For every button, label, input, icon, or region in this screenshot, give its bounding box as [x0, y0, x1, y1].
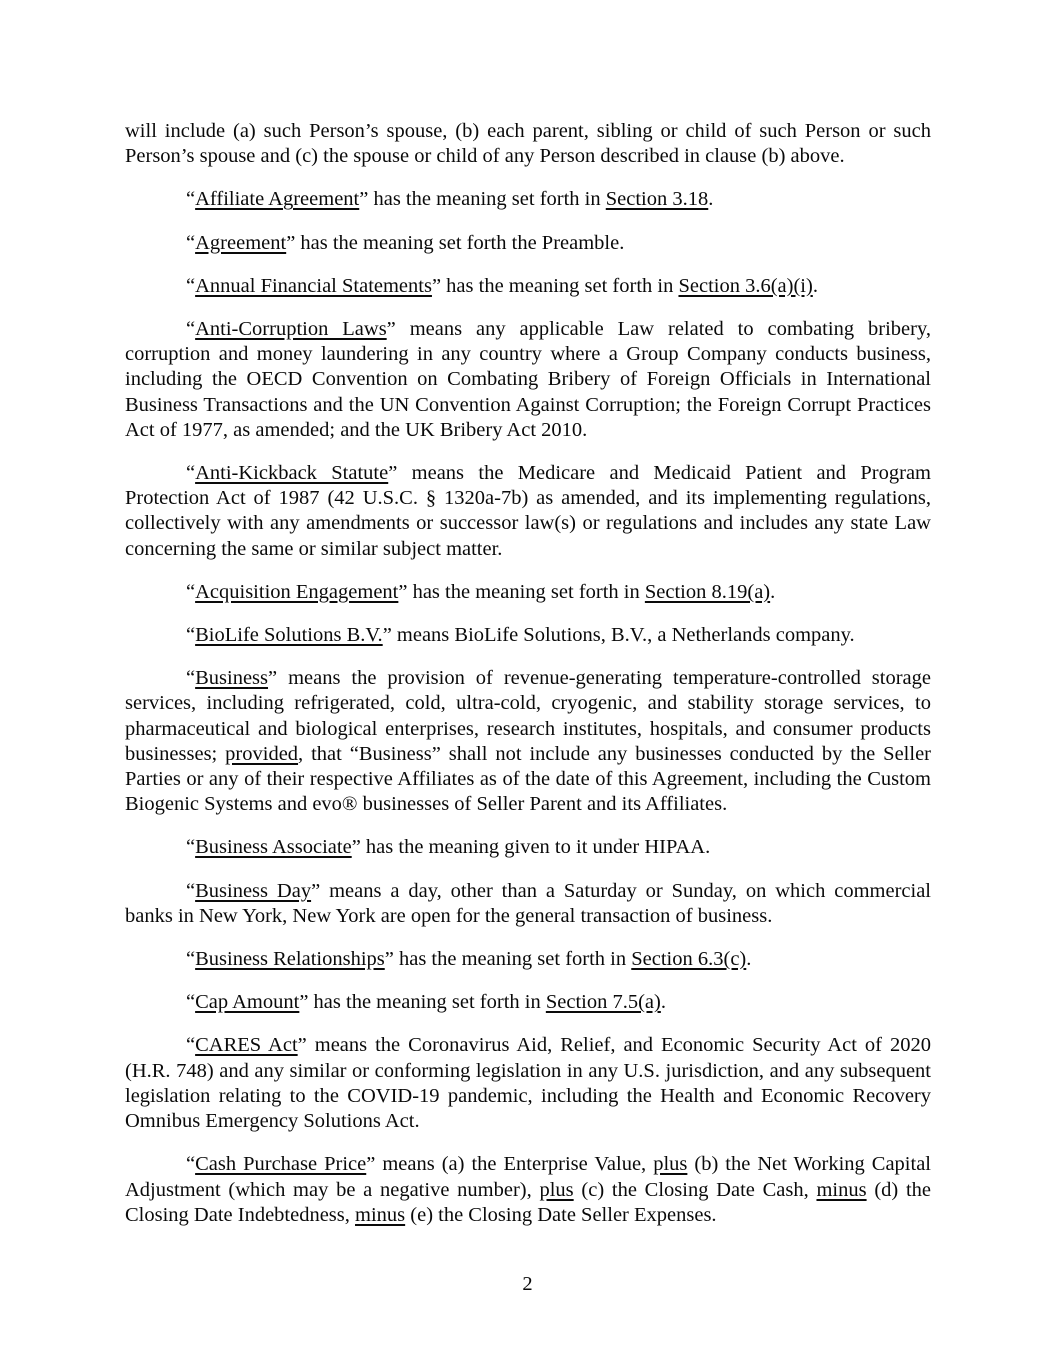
text-run: (e) the Closing Date Seller Expenses. [405, 1203, 717, 1226]
text-run: . [770, 580, 776, 603]
text-run: “ [186, 462, 196, 485]
text-run: . [708, 188, 714, 211]
text-run: ” has the meaning set forth in [299, 991, 546, 1014]
text-run: “ [186, 991, 196, 1014]
paragraph [125, 1152, 931, 1228]
underlined-term: Affiliate Agreement [195, 188, 360, 211]
text-run: ” means any applicable Law related to combating bribery, corruption and money laundering in any country where a Group Company conducts business, including the OECD Convention on Combating Bribery of Foreign Officials in International Business Transactions and the UN Convention Against Corruption; the Foreign Corrupt Practices Act of 1977, as amended; and the UK Bribery Act 2010. [125, 318, 931, 441]
underlined-term: Business Day [195, 879, 312, 902]
text-run: ” has the meaning set forth in [431, 274, 679, 297]
underlined-term: Agreement [195, 231, 287, 254]
paragraph [125, 461, 931, 562]
underlined-term: Business Associate [195, 836, 352, 859]
paragraph [125, 187, 931, 212]
text-run: “ [186, 1034, 196, 1057]
text-run: “ [186, 836, 196, 859]
text-run: “ [186, 948, 196, 971]
text-run: ” has the meaning set forth the Preamble. [286, 231, 625, 254]
text-run: ” means BioLife Solutions, B.V., a Netherlands company. [382, 624, 855, 647]
text-run: , that “Business” shall not include any businesses conducted by the Seller Parties or any of their respective Affiliates as of the date of this Agreement, including the Custom Biogenic Systems and evo® businesses of Seller Parent and its Affiliates. [125, 742, 932, 816]
underlined-term: Cash Purchase Price [195, 1153, 367, 1176]
text-run: . [746, 948, 752, 971]
underlined-term: Anti-Kickback Statute [195, 462, 389, 485]
text-run: ” means the Coronavirus Aid, Relief, and Economic Security Act of 2020 (H.R. 748) and any similar or conforming legislation in any U.S. jurisdiction, and any subsequent legislation relating to the COVID-19 pandemic, including the Health and Economic Recovery Omnibus Emergency Solutions Act. [125, 1034, 931, 1133]
underlined-term: Section 7.5(a) [545, 991, 661, 1014]
text-run: . [660, 991, 666, 1014]
underlined-term: Section 3.18 [605, 188, 709, 211]
text-run: . [812, 274, 818, 297]
underlined-term: Business [195, 667, 269, 690]
paragraph [125, 119, 931, 169]
text-run: ” has the meaning set forth in [359, 188, 606, 211]
text-run: ” has the meaning set forth in [384, 948, 632, 971]
underlined-term: provided [225, 742, 299, 765]
text-run: “ [186, 624, 196, 647]
text-run: ” means a day, other than a Saturday or Sunday, on which commercial banks in New York, New York are open for the general transaction of business. [125, 879, 931, 927]
underlined-term: Cap Amount [195, 991, 300, 1014]
paragraph [125, 231, 931, 256]
paragraph [125, 317, 931, 443]
underlined-term: minus [355, 1203, 406, 1226]
text-run: (c) the Closing Date Cash, [573, 1178, 817, 1201]
underlined-term: Section 8.19(a) [644, 580, 771, 603]
paragraph [125, 580, 931, 605]
text-run: (d) the Closing Date Indebtedness, [125, 1178, 932, 1226]
text-run: ” means the provision of revenue-generating temperature-controlled storage services, including refrigerated, cold, ultra-cold, cryogenic, and stability storage services, to pharmaceutical and biological enterprises, research institutes, hospitals, and consumer products businesses; [125, 667, 931, 765]
underlined-term: Section 3.6(a)(i) [678, 274, 813, 297]
text-run: “ [186, 879, 196, 902]
paragraph [125, 1033, 931, 1134]
text-run: “ [186, 1153, 196, 1176]
page-number: 2 [522, 1273, 533, 1295]
text-run: “ [186, 318, 196, 341]
text-run: ” means the Medicare and Medicaid Patient and Program Protection Act of 1987 (42 U.S.C. § 1320a-7b) as amended, and its implementing regulations, collectively with any amendments or successor law(s) or regulations and includes any state Law concerning the same or similar subject matter. [125, 462, 931, 560]
text-run: ” has the meaning set forth in [398, 580, 645, 603]
text-run: “ [186, 667, 196, 690]
paragraph [125, 990, 931, 1015]
underlined-term: Acquisition Engagement [195, 580, 399, 603]
document-body [125, 119, 931, 1246]
text-run: will include (a) such Person’s spouse, (b) each parent, sibling or child of such Person or such Person’s spouse and (c) the spouse or child of any Person described in clause (b) above. [125, 120, 931, 168]
underlined-term: plus [539, 1178, 574, 1201]
text-run: ” means (a) the Enterprise Value, [366, 1153, 654, 1176]
underlined-term: Anti-Corruption Laws [195, 318, 387, 341]
paragraph [125, 666, 931, 817]
paragraph [125, 623, 931, 648]
text-run: ” has the meaning given to it under HIPAA. [351, 836, 711, 859]
text-run: “ [186, 274, 196, 297]
paragraph [125, 947, 931, 972]
text-run: “ [186, 188, 196, 211]
underlined-term: minus [816, 1178, 867, 1201]
underlined-term: Business Relationships [195, 948, 385, 971]
text-run: “ [186, 231, 196, 254]
underlined-term: plus [653, 1153, 688, 1176]
underlined-term: Annual Financial Statements [195, 274, 432, 297]
paragraph [125, 835, 931, 860]
paragraph [125, 274, 931, 299]
underlined-term: CARES Act [195, 1034, 298, 1057]
paragraph [125, 879, 931, 929]
underlined-term: Section 6.3(c) [631, 948, 747, 971]
text-run: (b) the Net Working Capital Adjustment (which may be a negative number), [125, 1153, 931, 1201]
text-run: “ [186, 580, 196, 603]
underlined-term: BioLife Solutions B.V. [195, 624, 383, 647]
